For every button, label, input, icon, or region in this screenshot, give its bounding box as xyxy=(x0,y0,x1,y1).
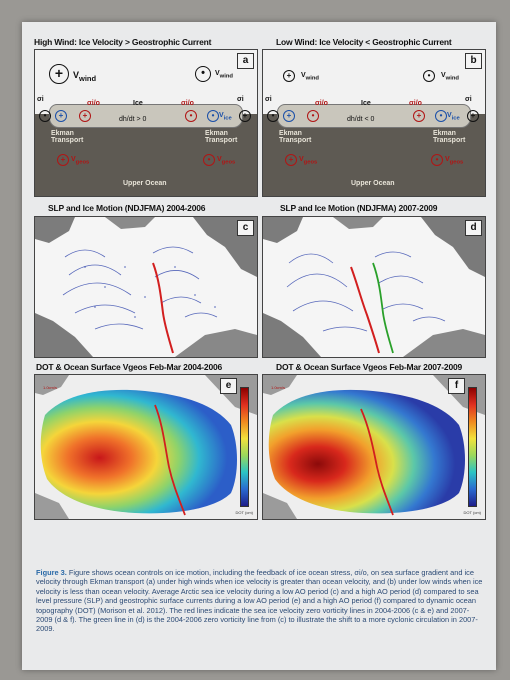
panel-e-map xyxy=(34,374,258,520)
ice-velocity-in-icon: + xyxy=(283,110,295,122)
panel-e-letter: e xyxy=(220,378,237,394)
panel-a-diagram xyxy=(34,49,258,197)
stress-in-icon: + xyxy=(79,110,91,122)
geos-in-icon: + xyxy=(57,154,69,166)
v-wind-label-right: $V_{wind}$ xyxy=(215,70,233,80)
caption-label: Figure 3. xyxy=(36,568,67,577)
dot-colorbar-f xyxy=(468,387,477,507)
panel-f-title: DOT & Ocean Surface Vgeos Feb-Mar 2007-2009 xyxy=(276,362,463,372)
sigma-i-label-right: σi xyxy=(465,96,472,103)
ekman-label-right: Ekman Transport xyxy=(205,130,238,144)
wind-out-of-page-icon: • xyxy=(423,70,435,82)
sigma-out-icon: • xyxy=(39,110,51,122)
ekman-label-left: Ekman Transport xyxy=(51,130,84,144)
sigma-i-label: σi xyxy=(265,96,272,103)
geos-out-icon: • xyxy=(431,154,443,166)
wind-into-page-icon: + xyxy=(283,70,295,82)
panel-e-title: DOT & Ocean Surface Vgeos Feb-Mar 2004-2006 xyxy=(36,362,223,372)
ice-motion-map-c xyxy=(35,217,257,357)
upper-ocean-label: Upper Ocean xyxy=(351,180,395,187)
paper-page xyxy=(22,22,496,670)
dhdt-label: dh/dt < 0 xyxy=(347,116,375,123)
panel-c-map xyxy=(34,216,258,358)
cbar-label-f: DOT (cm) xyxy=(463,510,481,515)
panel-a-letter: a xyxy=(237,53,254,69)
panel-a-title: High Wind: Ice Velocity > Geostrophic Current xyxy=(34,37,212,47)
v-wind-label: $V_{wind}$ xyxy=(73,70,97,83)
v-ice-label: $V_{ice}$ xyxy=(447,112,460,122)
v-geos-label-right: $V_{geos}$ xyxy=(445,156,464,166)
geos-out-icon: • xyxy=(203,154,215,166)
stress-in-icon: + xyxy=(413,110,425,122)
sigma-in-icon: + xyxy=(467,110,479,122)
ekman-label-right: Ekman Transport xyxy=(433,130,466,144)
wind-into-page-icon: + xyxy=(49,64,69,84)
sigma-io-label-right: σi/o xyxy=(181,100,194,107)
dot-map-e xyxy=(35,375,257,519)
sigma-io-label: σi/o xyxy=(87,100,100,107)
v-geos-label: $V_{geos}$ xyxy=(299,156,318,166)
stress-out-icon: • xyxy=(307,110,319,122)
panel-d-title: SLP and Ice Motion (NDJFMA) 2007-2009 xyxy=(280,203,438,213)
dot-map-f xyxy=(263,375,485,519)
upper-ocean-label: Upper Ocean xyxy=(123,180,167,187)
stress-out-icon: • xyxy=(185,110,197,122)
ice-velocity-out-icon: • xyxy=(435,110,447,122)
figure-caption xyxy=(36,568,484,634)
v-geos-label-right: $V_{geos}$ xyxy=(217,156,236,166)
panel-c-title: SLP and Ice Motion (NDJFMA) 2004-2006 xyxy=(48,203,206,213)
sigma-out-icon: • xyxy=(267,110,279,122)
ice-motion-map-d xyxy=(263,217,485,357)
ice-velocity-out-icon: • xyxy=(207,110,219,122)
svg-text:1.0cm/s: 1.0cm/s xyxy=(271,385,286,390)
ekman-label-left: Ekman Transport xyxy=(279,130,312,144)
panel-d-map xyxy=(262,216,486,358)
ice-velocity-in-icon: + xyxy=(55,110,67,122)
geos-in-icon: + xyxy=(285,154,297,166)
cbar-label-e: DOT (cm) xyxy=(235,510,253,515)
v-ice-label: $V_{ice}$ xyxy=(219,112,232,122)
panel-b-diagram xyxy=(262,49,486,197)
ice-label: Ice xyxy=(133,100,143,107)
caption-text: Figure shows ocean controls on ice motion, including the feedback of ice ocean stress, σi/o, on sea surface gradient and ice velocity through Ekman transport (a) under high winds when ice velocity is greater than ocean velocity, and (b) under low winds when ice velocity is less than ocean velocity. Average Arctic sea ice velocity during a low AO period (c) and a high AO period (d) compared to sea level pressure (SLP) and geostrophic surface currents during a low AO period (e) and a high AO period (f) compared to dynamic ocean topography (DOT) (Morison et al. 2012). The red lines indicate the sea ice velocity zero vorticity lines in 2004-2006 (c & e) and 2007-2009 (d & f). The green line in (d) is the 2004-2006 zero vorticity line from (c) to illustrate the shift to a more cyclonic circulation in 2007-2009. xyxy=(36,568,483,634)
v-geos-label: $V_{geos}$ xyxy=(71,156,90,166)
ice-label: Ice xyxy=(361,100,371,107)
v-wind-label: $V_{wind}$ xyxy=(301,72,319,82)
sigma-io-label-right: σi/o xyxy=(409,100,422,107)
panel-d-letter: d xyxy=(465,220,482,236)
panel-f-letter: f xyxy=(448,378,465,394)
panel-b-letter: b xyxy=(465,53,482,69)
panel-b-title: Low Wind: Ice Velocity < Geostrophic Current xyxy=(276,37,452,47)
panel-c-letter: c xyxy=(237,220,254,236)
sigma-i-label-right: σi xyxy=(237,96,244,103)
sigma-in-icon: + xyxy=(239,110,251,122)
v-wind-label-right: $V_{wind}$ xyxy=(441,72,459,82)
wind-out-of-page-icon: • xyxy=(195,66,211,82)
dot-colorbar-e xyxy=(240,387,249,507)
panel-f-map xyxy=(262,374,486,520)
svg-text:1.0cm/s: 1.0cm/s xyxy=(43,385,58,390)
sigma-io-label: σi/o xyxy=(315,100,328,107)
sigma-i-label: σi xyxy=(37,96,44,103)
dhdt-label: dh/dt > 0 xyxy=(119,116,147,123)
